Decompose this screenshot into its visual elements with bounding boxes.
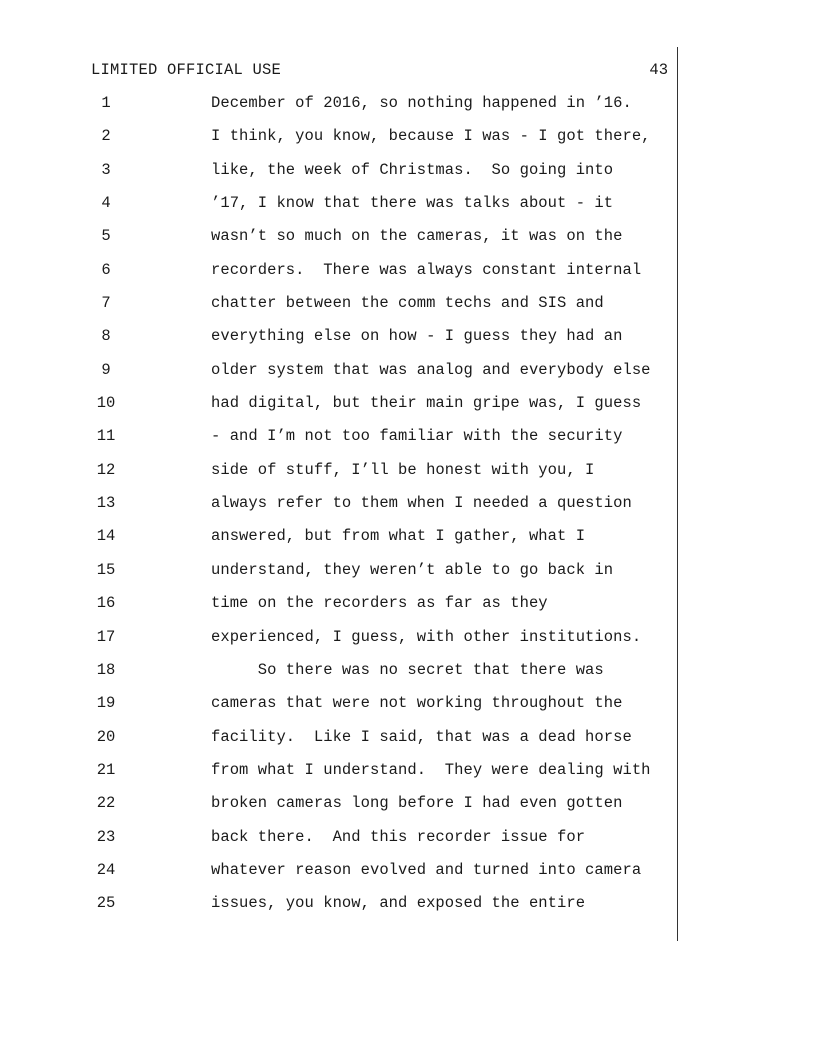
line-text: broken cameras long before I had even gotten <box>211 794 623 813</box>
line-text: always refer to them when I needed a question <box>211 494 632 513</box>
line-number: 15 <box>96 560 116 579</box>
line-text: from what I understand. They were dealing with <box>211 760 651 779</box>
transcript-line <box>0 461 816 494</box>
line-text: had digital, but their main gripe was, I guess <box>211 394 642 413</box>
line-number: 14 <box>96 527 116 546</box>
transcript-line <box>0 127 816 160</box>
line-text: experienced, I guess, with other institutions. <box>211 627 642 646</box>
line-text: December of 2016, so nothing happened in ’16. <box>211 94 632 112</box>
transcript-line <box>0 161 816 194</box>
transcript-line <box>0 527 816 560</box>
line-number: 3 <box>101 160 111 179</box>
transcript-line <box>0 327 816 360</box>
transcript-line <box>0 227 816 260</box>
line-number: 13 <box>96 494 116 513</box>
transcript-line <box>0 494 816 527</box>
line-text: whatever reason evolved and turned into camera <box>211 860 642 879</box>
line-text: understand, they weren’t able to go back in <box>211 560 614 579</box>
line-text: wasn’t so much on the cameras, it was on the <box>211 227 623 246</box>
transcript-line <box>0 394 816 427</box>
line-number: 2 <box>101 127 111 146</box>
line-number: 16 <box>96 594 116 613</box>
line-number: 23 <box>96 827 116 846</box>
line-number: 21 <box>96 760 116 779</box>
line-text: ’17, I know that there was talks about - it <box>211 194 614 213</box>
transcript-line <box>0 728 816 761</box>
transcript-line <box>0 694 816 727</box>
classification-header: LIMITED OFFICIAL USE <box>91 61 282 79</box>
line-text: answered, but from what I gather, what I <box>211 527 586 546</box>
line-text: So there was no secret that there was <box>211 660 604 679</box>
line-text: time on the recorders as far as they <box>211 594 548 613</box>
transcript-line <box>0 794 816 827</box>
transcript-line <box>0 294 816 327</box>
transcript-line <box>0 894 816 927</box>
line-number: 25 <box>96 894 116 913</box>
line-number: 9 <box>101 360 111 379</box>
line-text: side of stuff, I’ll be honest with you, I <box>211 460 595 479</box>
line-text: cameras that were not working throughout the <box>211 694 623 713</box>
line-text: issues, you know, and exposed the entire <box>211 894 586 913</box>
line-number: 20 <box>96 727 116 746</box>
line-number: 24 <box>96 860 116 879</box>
transcript-line <box>0 861 816 894</box>
line-number: 1 <box>101 94 111 112</box>
transcript-line <box>0 361 816 394</box>
line-number: 17 <box>96 627 116 646</box>
line-number: 7 <box>101 294 111 313</box>
line-number: 4 <box>101 194 111 213</box>
transcript-line <box>0 594 816 627</box>
line-text: chatter between the comm techs and SIS and <box>211 294 604 313</box>
line-number: 6 <box>101 260 111 279</box>
transcript-line <box>0 94 816 127</box>
transcript-line <box>0 828 816 861</box>
transcript-line <box>0 194 816 227</box>
transcript-lines <box>0 94 816 928</box>
line-text: - and I’m not too familiar with the security <box>211 427 623 446</box>
line-number: 10 <box>96 394 116 413</box>
line-text: everything else on how - I guess they had an <box>211 327 623 346</box>
transcript-line <box>0 561 816 594</box>
transcript-line <box>0 628 816 661</box>
line-number: 12 <box>96 460 116 479</box>
line-text: like, the week of Christmas. So going into <box>211 160 614 179</box>
line-number: 22 <box>96 794 116 813</box>
line-number: 11 <box>96 427 116 446</box>
line-number: 5 <box>101 227 111 246</box>
transcript-line <box>0 427 816 460</box>
line-text: recorders. There was always constant internal <box>211 260 642 279</box>
line-number: 8 <box>101 327 111 346</box>
transcript-line <box>0 261 816 294</box>
line-number: 18 <box>96 660 116 679</box>
line-text: back there. And this recorder issue for <box>211 827 586 846</box>
line-text: I think, you know, because I was - I got there, <box>211 127 651 146</box>
line-text: facility. Like I said, that was a dead horse <box>211 727 632 746</box>
page-number: 43 <box>649 61 668 79</box>
transcript-line <box>0 661 816 694</box>
line-number: 19 <box>96 694 116 713</box>
transcript-line <box>0 761 816 794</box>
line-text: older system that was analog and everybody else <box>211 360 651 379</box>
